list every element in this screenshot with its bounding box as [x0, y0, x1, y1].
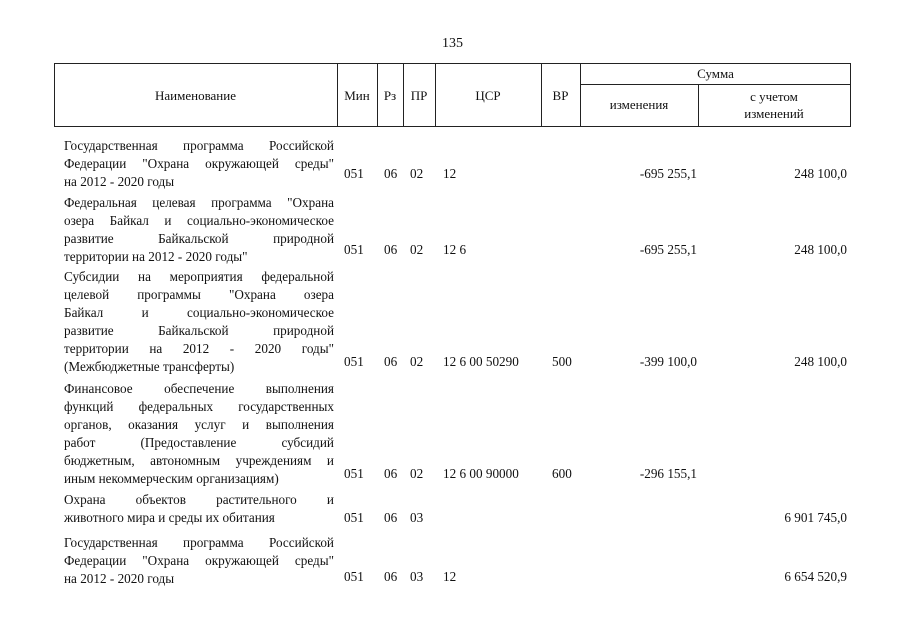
- row-name-line: Федеральная целевая программа "Охрана: [64, 195, 334, 210]
- row-rz: 06: [384, 510, 398, 525]
- header-pr: ПР: [410, 88, 428, 103]
- row-name: [64, 491, 334, 527]
- row-name: [64, 268, 334, 376]
- row-name-line: Байкал и социально-экономическое: [64, 305, 334, 320]
- row-name: [64, 534, 334, 588]
- row-name-line: на 2012 - 2020 годы: [64, 174, 175, 189]
- row-csr: 12 6 00 50290: [443, 354, 519, 369]
- header-rz: Рз: [383, 88, 397, 103]
- sum-subheader-border: [580, 84, 851, 85]
- header-top-border: [54, 63, 851, 64]
- row-name-line: (Межбюджетные трансферты): [64, 359, 235, 374]
- header-with-change-line1: с учетом: [750, 89, 798, 104]
- row-name-line: Финансовое обеспечение выполнения: [64, 381, 334, 396]
- row-vr: 600: [552, 466, 572, 481]
- row-pr: 03: [410, 510, 424, 525]
- row-name-line: животного мира и среды их обитания: [64, 510, 275, 525]
- header-min: Мин: [344, 88, 370, 103]
- page-number: 135: [442, 36, 463, 51]
- row-total: 6 654 520,9: [784, 569, 847, 584]
- row-csr: 12: [443, 569, 457, 584]
- row-rz: 06: [384, 354, 398, 369]
- header-with-change-line2: изменений: [744, 106, 804, 121]
- header-csr: ЦСР: [475, 88, 501, 103]
- row-name-line: территории на 2012 - 2020 годы": [64, 249, 248, 264]
- row-total: 248 100,0: [794, 354, 847, 369]
- row-name: [64, 380, 334, 488]
- row-name-line: Государственная программа Российской: [64, 138, 334, 153]
- row-min: 051: [344, 569, 364, 584]
- row-name-line: Федерации "Охрана окружающей среды": [64, 553, 334, 568]
- row-name-line: развитие Байкальской природной: [64, 231, 334, 246]
- row-name-line: Федерации "Охрана окружающей среды": [64, 156, 334, 171]
- row-name: [64, 137, 334, 191]
- row-total: 6 901 745,0: [784, 510, 847, 525]
- row-rz: 06: [384, 166, 398, 181]
- row-pr: 02: [410, 466, 424, 481]
- header-sum: Сумма: [697, 66, 734, 81]
- row-pr: 02: [410, 242, 424, 257]
- row-name-line: целевой программы "Охрана озера: [64, 287, 334, 302]
- row-min: 051: [344, 354, 364, 369]
- row-csr: 12 6: [443, 242, 467, 257]
- header-bottom-border: [54, 126, 851, 127]
- row-min: 051: [344, 466, 364, 481]
- row-change: -695 255,1: [639, 242, 697, 257]
- header-name: Наименование: [155, 88, 236, 103]
- row-name-line: Государственная программа Российской: [64, 535, 334, 550]
- row-total: 248 100,0: [794, 242, 847, 257]
- row-csr: 12 6 00 90000: [443, 466, 519, 481]
- row-name-line: работ (Предоставление субсидий: [64, 435, 334, 450]
- row-csr: 12: [443, 166, 457, 181]
- row-pr: 03: [410, 569, 424, 584]
- row-name-line: озера Байкал и социально-экономическое: [64, 213, 334, 228]
- row-change: -399 100,0: [639, 354, 697, 369]
- row-name-line: органов, оказания услуг и выполнения: [64, 417, 334, 432]
- row-name-line: иным некоммерческим организациям): [64, 471, 279, 486]
- row-name: [64, 194, 334, 266]
- row-name-line: Субсидии на мероприятия федеральной: [64, 269, 334, 284]
- header-with-change: [698, 88, 850, 122]
- row-change: -695 255,1: [639, 166, 697, 181]
- table-header: [54, 63, 851, 127]
- row-name-line: территории на 2012 - 2020 годы": [64, 341, 334, 356]
- row-total: 248 100,0: [794, 166, 847, 181]
- header-change: изменения: [609, 97, 669, 112]
- row-pr: 02: [410, 354, 424, 369]
- row-vr: 500: [552, 354, 572, 369]
- row-name-line: Охрана объектов растительного и: [64, 492, 334, 507]
- row-min: 051: [344, 166, 364, 181]
- row-pr: 02: [410, 166, 424, 181]
- row-name-line: на 2012 - 2020 годы: [64, 571, 175, 586]
- row-name-line: развитие Байкальской природной: [64, 323, 334, 338]
- row-name-line: функций федеральных государственных: [64, 399, 334, 414]
- row-name-line: бюджетным, автономным учреждениям и: [64, 453, 334, 468]
- row-change: -296 155,1: [639, 466, 697, 481]
- row-min: 051: [344, 510, 364, 525]
- header-vr: ВР: [552, 88, 569, 103]
- row-min: 051: [344, 242, 364, 257]
- row-rz: 06: [384, 466, 398, 481]
- row-rz: 06: [384, 569, 398, 584]
- row-rz: 06: [384, 242, 398, 257]
